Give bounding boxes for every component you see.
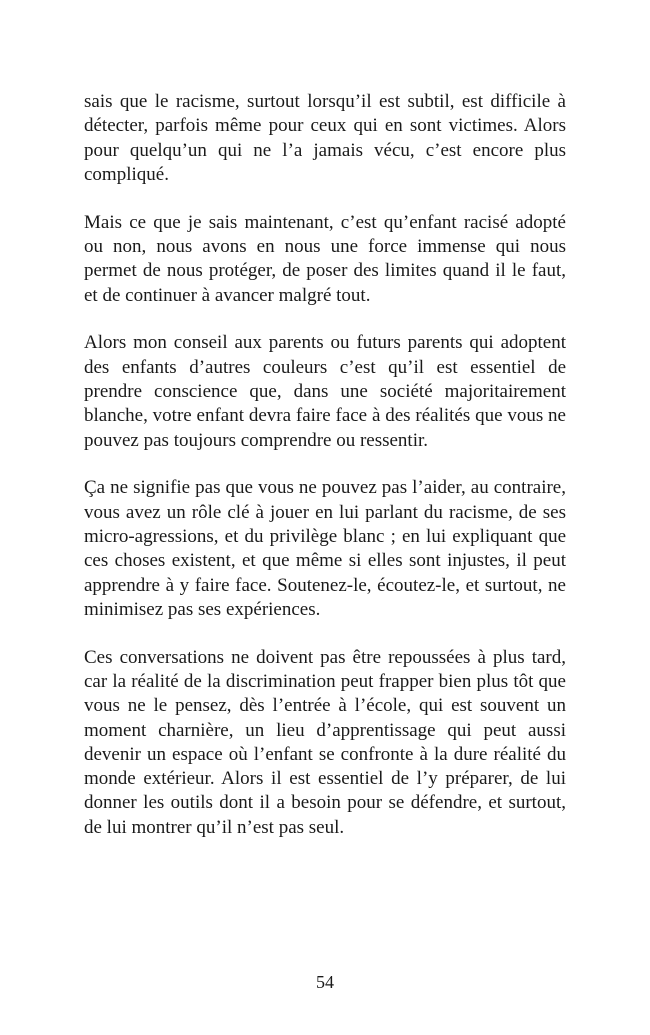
- paragraph-2: Mais ce que je sais maintenant, c’est qu’enfant racisé adopté ou non, nous avons en nous une force immense qui nous permet de nous protéger, de poser des limites quand il le faut, et de continuer à avancer malgré tout.: [84, 211, 566, 306]
- paragraph-3: Alors mon conseil aux parents ou futurs parents qui adoptent des enfants d’autres couleurs c’est qu’il est essentiel de prendre conscience que, dans une société majoritairement blanche, votre enfant devra faire face à des réalités que vous ne pouvez pas toujours comprendre ou ressentir.: [84, 332, 566, 451]
- page-number: 54: [316, 972, 334, 992]
- paragraph-5: Ces conversations ne doivent pas être repoussées à plus tard, car la réalité de la discrimination peut frapper bien plus tôt que vous ne le pensez, dès l’entrée à l’école, qui est souvent un moment charnière, un lieu d’apprentissage qui peut aussi devenir un espace où l’enfant se confronte à la dure réalité du monde extérieur. Alors il est essentiel de l’y préparer, de lui donner les outils dont il a besoin pour se défendre, et surtout, de lui montrer qu’il n’est pas seul.: [84, 646, 566, 838]
- paragraph-1: sais que le racisme, surtout lorsqu’il est subtil, est difficile à détecter, parfois même pour ceux qui en sont victimes. Alors pour quelqu’un qui ne l’a jamais vécu, c’est encore plus compliqué.: [84, 91, 566, 185]
- body-text: [84, 90, 566, 864]
- paragraph-4: Ça ne signifie pas que vous ne pouvez pas l’aider, au contraire, vous avez un rôle clé à jouer en lui parlant du racisme, de ses micro-agressions, et du privilège blanc ; en lui expliquant que ces choses existent, et que même si elles sont injustes, il peut apprendre à y faire face. Soutenez-le, écoutez-le, et surtout, ne minimisez pas ses expériences.: [84, 477, 566, 620]
